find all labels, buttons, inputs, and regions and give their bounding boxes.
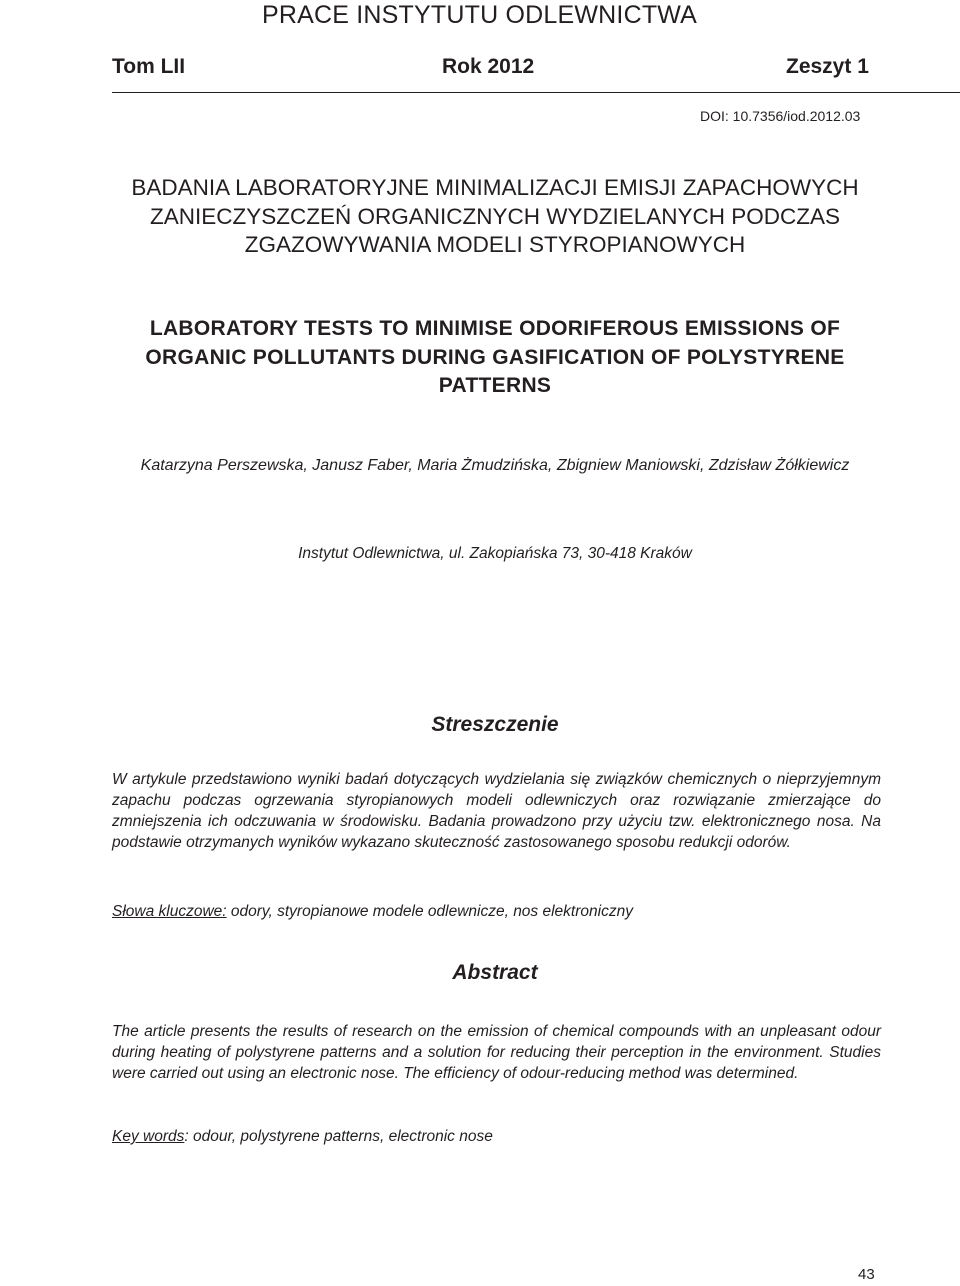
- issue-label: Zeszyt 1: [786, 55, 869, 78]
- year-label: Rok 2012: [442, 55, 535, 78]
- authors: Katarzyna Perszewska, Janusz Faber, Maria Żmudzińska, Zbigniew Maniowski, Zdzisław Żółkiewicz: [140, 457, 850, 474]
- volume-label: Tom LII: [112, 55, 186, 78]
- keywords-english-label: Key words: [112, 1128, 185, 1145]
- journal-title: PRACE INSTYTUTU ODLEWNICTWA: [262, 1, 698, 29]
- affiliation: Instytut Odlewnictwa, ul. Zakopiańska 73, 30-418 Kraków: [298, 545, 692, 562]
- page-number: 43: [858, 1266, 875, 1283]
- article-title-english: LABORATORY TESTS TO MINIMISE ODORIFEROUS EMISSIONS OF ORGANIC POLLUTANTS DURING GASIFICATION OF POLYSTYRENE PATTERNS: [145, 317, 845, 397]
- keywords-english: [112, 1126, 493, 1147]
- keywords-english-values: : odour, polystyrene patterns, electronic nose: [184, 1128, 493, 1145]
- streszczenie-text: W artykule przedstawiono wyniki badań dotyczących wydzielania się związków chemicznych o nieprzyjemnym zapachu podczas ogrzewania styropianowych modeli odlewniczych oraz rozwiązanie zmierzające do zmniejszenia ich odczuwania w środowisku. Badania prowadzono przy użyciu tzw. elektronicznego nosa. Na podstawie otrzymanych wyników wykazano skuteczność zastosowanego sposobu redukcji odorów.: [112, 771, 881, 851]
- streszczenie-heading: Streszczenie: [431, 713, 559, 736]
- keywords-polish: [112, 901, 633, 922]
- abstract-text: The article presents the results of research on the emission of chemical compounds with an unpleasant odour during heating of polystyrene patterns and a solution for reducing their perception in the environment. Studies were carried out using an electronic nose. The efficiency of odour-reducing method was determined.: [112, 1023, 881, 1082]
- article-title-polish: BADANIA LABORATORYJNE MINIMALIZACJI EMISJI ZAPACHOWYCH ZANIECZYSZCZEŃ ORGANICZNYCH WYDZIELANYCH PODCZAS ZGAZOWYWANIA MODELI STYROPIANOWYCH: [131, 175, 859, 257]
- keywords-polish-label: Słowa kluczowe:: [112, 903, 227, 920]
- abstract-heading: Abstract: [452, 961, 538, 984]
- header-divider: [112, 92, 960, 93]
- keywords-polish-values: odory, styropianowe modele odlewnicze, nos elektroniczny: [226, 903, 633, 920]
- doi: DOI: 10.7356/iod.2012.03: [700, 108, 861, 124]
